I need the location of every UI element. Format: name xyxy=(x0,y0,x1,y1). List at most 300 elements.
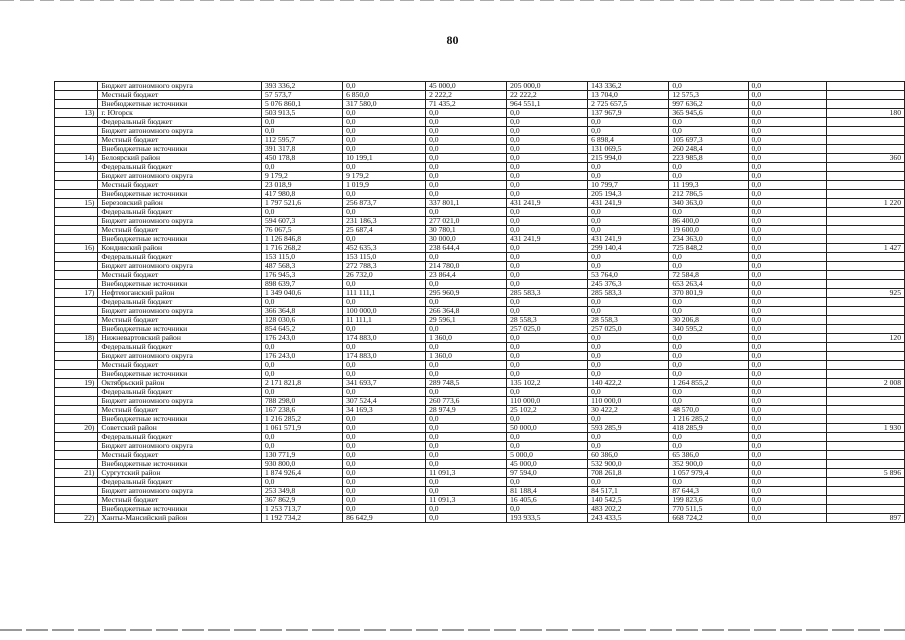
cell-y2014: 593 285,9 xyxy=(588,424,669,433)
cell-total: 788 298,0 xyxy=(261,397,342,406)
cell-y2011: 0,0 xyxy=(343,127,426,136)
cell-extra xyxy=(827,451,905,460)
table-row xyxy=(55,208,905,217)
cell-y2013: 45 000,0 xyxy=(507,460,588,469)
cell-name: Местный бюджет xyxy=(98,361,262,370)
cell-y2011: 34 169,3 xyxy=(343,406,426,415)
cell-y2013: 81 188,4 xyxy=(507,487,588,496)
cell-y2013: 110 000,0 xyxy=(507,397,588,406)
cell-total: 1 349 040,6 xyxy=(261,289,342,298)
table-row xyxy=(55,379,905,388)
cell-name: Кондинский район xyxy=(98,244,262,253)
cell-name: Местный бюджет xyxy=(98,136,262,145)
cell-no: 15) xyxy=(55,199,98,208)
cell-y2015: 48 570,0 xyxy=(669,406,748,415)
cell-extra xyxy=(827,82,905,91)
cell-y2014: 0,0 xyxy=(588,226,669,235)
cell-y2012: 0,0 xyxy=(426,172,507,181)
cell-no: 20) xyxy=(55,424,98,433)
cell-extra: 2 008 xyxy=(827,379,905,388)
cell-y2015: 0,0 xyxy=(669,388,748,397)
cell-y2016: 0,0 xyxy=(748,163,827,172)
cell-no xyxy=(55,190,98,199)
table-row xyxy=(55,388,905,397)
cell-y2013: 0,0 xyxy=(507,307,588,316)
cell-name: Федеральный бюджет xyxy=(98,163,262,172)
cell-extra xyxy=(827,181,905,190)
cell-y2011: 26 732,0 xyxy=(343,271,426,280)
cell-y2013: 0,0 xyxy=(507,163,588,172)
cell-y2016: 0,0 xyxy=(748,91,827,100)
cell-y2011: 174 883,0 xyxy=(343,352,426,361)
cell-y2011: 231 186,3 xyxy=(343,217,426,226)
cell-y2013: 0,0 xyxy=(507,334,588,343)
table-row xyxy=(55,406,905,415)
cell-total: 1 061 571,9 xyxy=(261,424,342,433)
cell-y2014: 60 386,0 xyxy=(588,451,669,460)
table-row xyxy=(55,415,905,424)
cell-y2012: 0,0 xyxy=(426,127,507,136)
cell-y2016: 0,0 xyxy=(748,100,827,109)
cell-y2012: 0,0 xyxy=(426,163,507,172)
cell-total: 112 595,7 xyxy=(261,136,342,145)
cell-extra xyxy=(827,136,905,145)
cell-y2013: 16 405,6 xyxy=(507,496,588,505)
cell-y2013: 0,0 xyxy=(507,361,588,370)
cell-total: 1 192 734,2 xyxy=(261,514,342,523)
cell-no xyxy=(55,217,98,226)
cell-y2012: 0,0 xyxy=(426,487,507,496)
cell-name: Внебюджетные источники xyxy=(98,100,262,109)
cell-y2011: 0,0 xyxy=(343,298,426,307)
cell-extra xyxy=(827,487,905,496)
cell-extra: 360 xyxy=(827,154,905,163)
table-row xyxy=(55,244,905,253)
cell-extra xyxy=(827,280,905,289)
cell-extra xyxy=(827,118,905,127)
cell-y2016: 0,0 xyxy=(748,298,827,307)
cell-y2016: 0,0 xyxy=(748,181,827,190)
cell-y2014: 0,0 xyxy=(588,163,669,172)
table-row xyxy=(55,136,905,145)
cell-y2014: 0,0 xyxy=(588,352,669,361)
cell-y2014: 140 422,2 xyxy=(588,379,669,388)
cell-y2016: 0,0 xyxy=(748,379,827,388)
cell-name: Местный бюджет xyxy=(98,316,262,325)
cell-y2016: 0,0 xyxy=(748,253,827,262)
cell-no xyxy=(55,280,98,289)
cell-y2014: 0,0 xyxy=(588,307,669,316)
cell-y2014: 257 025,0 xyxy=(588,325,669,334)
cell-y2013: 0,0 xyxy=(507,217,588,226)
cell-name: Внебюджетные источники xyxy=(98,325,262,334)
cell-no xyxy=(55,496,98,505)
cell-total: 0,0 xyxy=(261,361,342,370)
cell-extra xyxy=(827,397,905,406)
cell-no: 18) xyxy=(55,334,98,343)
cell-extra: 897 xyxy=(827,514,905,523)
cell-y2015: 0,0 xyxy=(669,334,748,343)
cell-y2013: 0,0 xyxy=(507,154,588,163)
cell-y2013: 0,0 xyxy=(507,118,588,127)
cell-no xyxy=(55,433,98,442)
cell-extra: 1 930 xyxy=(827,424,905,433)
table-row xyxy=(55,289,905,298)
cell-extra xyxy=(827,163,905,172)
cell-extra: 180 xyxy=(827,109,905,118)
cell-total: 1 797 521,6 xyxy=(261,199,342,208)
cell-y2013: 50 000,0 xyxy=(507,424,588,433)
cell-y2011: 0,0 xyxy=(343,190,426,199)
cell-y2011: 0,0 xyxy=(343,325,426,334)
table-row xyxy=(55,82,905,91)
cell-y2012: 295 960,9 xyxy=(426,289,507,298)
cell-y2015: 0,0 xyxy=(669,343,748,352)
cell-y2013: 0,0 xyxy=(507,190,588,199)
cell-name: Местный бюджет xyxy=(98,451,262,460)
table-row xyxy=(55,154,905,163)
cell-y2013: 0,0 xyxy=(507,280,588,289)
cell-y2011: 0,0 xyxy=(343,82,426,91)
table-row xyxy=(55,487,905,496)
cell-y2015: 340 595,2 xyxy=(669,325,748,334)
cell-y2014: 0,0 xyxy=(588,334,669,343)
cell-y2013: 0,0 xyxy=(507,172,588,181)
cell-y2015: 0,0 xyxy=(669,397,748,406)
cell-y2015: 0,0 xyxy=(669,82,748,91)
cell-y2014: 431 241,9 xyxy=(588,235,669,244)
cell-y2015: 0,0 xyxy=(669,208,748,217)
cell-total: 0,0 xyxy=(261,127,342,136)
table-row xyxy=(55,271,905,280)
cell-y2014: 0,0 xyxy=(588,361,669,370)
cell-name: Федеральный бюджет xyxy=(98,208,262,217)
cell-total: 1 126 846,8 xyxy=(261,235,342,244)
table-row xyxy=(55,118,905,127)
table-row xyxy=(55,190,905,199)
cell-y2014: 28 558,3 xyxy=(588,316,669,325)
cell-y2014: 431 241,9 xyxy=(588,199,669,208)
cell-total: 0,0 xyxy=(261,478,342,487)
cell-extra xyxy=(827,361,905,370)
cell-y2016: 0,0 xyxy=(748,406,827,415)
cell-y2015: 0,0 xyxy=(669,118,748,127)
cell-y2011: 0,0 xyxy=(343,496,426,505)
cell-name: Федеральный бюджет xyxy=(98,433,262,442)
cell-y2014: 708 261,8 xyxy=(588,469,669,478)
cell-y2011: 25 687,4 xyxy=(343,226,426,235)
cell-y2011: 0,0 xyxy=(343,415,426,424)
cell-y2015: 11 199,3 xyxy=(669,181,748,190)
cell-y2014: 0,0 xyxy=(588,262,669,271)
cell-y2014: 243 433,5 xyxy=(588,514,669,523)
cell-y2011: 0,0 xyxy=(343,361,426,370)
cell-y2013: 5 000,0 xyxy=(507,451,588,460)
cell-y2013: 97 594,0 xyxy=(507,469,588,478)
cell-y2013: 0,0 xyxy=(507,271,588,280)
cell-y2014: 30 422,2 xyxy=(588,406,669,415)
cell-y2015: 212 786,5 xyxy=(669,190,748,199)
cell-y2011: 0,0 xyxy=(343,235,426,244)
cell-y2014: 0,0 xyxy=(588,343,669,352)
cell-name: Бюджет автономного округа xyxy=(98,172,262,181)
budget-table xyxy=(54,81,905,523)
cell-extra xyxy=(827,127,905,136)
table-row xyxy=(55,442,905,451)
cell-y2015: 0,0 xyxy=(669,352,748,361)
cell-name: Внебюджетные источники xyxy=(98,190,262,199)
cell-y2016: 0,0 xyxy=(748,505,827,514)
cell-name: Местный бюджет xyxy=(98,496,262,505)
cell-y2015: 418 285,9 xyxy=(669,424,748,433)
cell-y2012: 45 000,0 xyxy=(426,82,507,91)
cell-y2012: 0,0 xyxy=(426,478,507,487)
cell-y2014: 215 994,0 xyxy=(588,154,669,163)
cell-name: Березовский район xyxy=(98,199,262,208)
cell-name: Внебюджетные источники xyxy=(98,370,262,379)
cell-extra: 1 427 xyxy=(827,244,905,253)
cell-name: Федеральный бюджет xyxy=(98,388,262,397)
cell-name: Внебюджетные источники xyxy=(98,235,262,244)
table-body xyxy=(55,82,905,523)
cell-no xyxy=(55,406,98,415)
cell-y2012: 0,0 xyxy=(426,343,507,352)
cell-y2015: 12 575,3 xyxy=(669,91,748,100)
cell-y2011: 317 580,0 xyxy=(343,100,426,109)
table-row xyxy=(55,262,905,271)
cell-y2013: 0,0 xyxy=(507,127,588,136)
cell-total: 1 716 268,2 xyxy=(261,244,342,253)
table-row xyxy=(55,325,905,334)
cell-y2016: 0,0 xyxy=(748,496,827,505)
cell-y2016: 0,0 xyxy=(748,190,827,199)
cell-y2012: 0,0 xyxy=(426,442,507,451)
cell-extra xyxy=(827,442,905,451)
table-row xyxy=(55,433,905,442)
cell-y2016: 0,0 xyxy=(748,442,827,451)
cell-y2011: 153 115,0 xyxy=(343,253,426,262)
cell-y2012: 266 364,8 xyxy=(426,307,507,316)
cell-no xyxy=(55,361,98,370)
cell-total: 0,0 xyxy=(261,118,342,127)
cell-y2016: 0,0 xyxy=(748,370,827,379)
cell-total: 5 076 860,1 xyxy=(261,100,342,109)
cell-total: 450 178,8 xyxy=(261,154,342,163)
cell-y2012: 289 748,5 xyxy=(426,379,507,388)
cell-y2013: 0,0 xyxy=(507,145,588,154)
table-row xyxy=(55,397,905,406)
table-row xyxy=(55,100,905,109)
cell-y2012: 0,0 xyxy=(426,208,507,217)
cell-y2015: 86 400,0 xyxy=(669,217,748,226)
cell-y2013: 205 000,0 xyxy=(507,82,588,91)
cell-total: 1 253 713,7 xyxy=(261,505,342,514)
cell-total: 0,0 xyxy=(261,163,342,172)
cell-y2013: 0,0 xyxy=(507,253,588,262)
cell-name: Местный бюджет xyxy=(98,226,262,235)
cell-y2012: 0,0 xyxy=(426,118,507,127)
cell-y2013: 0,0 xyxy=(507,208,588,217)
cell-y2011: 0,0 xyxy=(343,208,426,217)
cell-total: 0,0 xyxy=(261,370,342,379)
cell-y2016: 0,0 xyxy=(748,145,827,154)
cell-name: Внебюджетные источники xyxy=(98,280,262,289)
cell-y2015: 0,0 xyxy=(669,307,748,316)
cell-y2014: 0,0 xyxy=(588,388,669,397)
cell-y2011: 0,0 xyxy=(343,370,426,379)
cell-total: 0,0 xyxy=(261,208,342,217)
cell-no xyxy=(55,163,98,172)
cell-y2012: 0,0 xyxy=(426,109,507,118)
cell-y2016: 0,0 xyxy=(748,127,827,136)
cell-y2015: 0,0 xyxy=(669,163,748,172)
cell-name: Федеральный бюджет xyxy=(98,298,262,307)
cell-y2013: 964 551,1 xyxy=(507,100,588,109)
cell-y2012: 11 091,3 xyxy=(426,469,507,478)
cell-y2016: 0,0 xyxy=(748,244,827,253)
cell-y2015: 725 848,2 xyxy=(669,244,748,253)
cell-y2011: 0,0 xyxy=(343,118,426,127)
cell-y2016: 0,0 xyxy=(748,478,827,487)
cell-y2014: 110 000,0 xyxy=(588,397,669,406)
cell-y2013: 257 025,0 xyxy=(507,325,588,334)
cell-y2016: 0,0 xyxy=(748,172,827,181)
cell-y2011: 0,0 xyxy=(343,388,426,397)
cell-name: Бюджет автономного округа xyxy=(98,397,262,406)
cell-y2011: 0,0 xyxy=(343,145,426,154)
table-row xyxy=(55,505,905,514)
cell-no xyxy=(55,505,98,514)
cell-y2014: 0,0 xyxy=(588,478,669,487)
cell-no xyxy=(55,478,98,487)
cell-name: Сургутский район xyxy=(98,469,262,478)
cell-y2016: 0,0 xyxy=(748,316,827,325)
cell-total: 0,0 xyxy=(261,298,342,307)
cell-y2013: 0,0 xyxy=(507,433,588,442)
cell-total: 898 639,7 xyxy=(261,280,342,289)
cell-y2016: 0,0 xyxy=(748,361,827,370)
cell-y2011: 0,0 xyxy=(343,442,426,451)
cell-name: Бюджет автономного округа xyxy=(98,487,262,496)
cell-y2013: 0,0 xyxy=(507,442,588,451)
cell-y2016: 0,0 xyxy=(748,226,827,235)
cell-y2011: 452 635,3 xyxy=(343,244,426,253)
cell-y2013: 0,0 xyxy=(507,136,588,145)
cell-name: Местный бюджет xyxy=(98,181,262,190)
table-row xyxy=(55,217,905,226)
table-row xyxy=(55,109,905,118)
cell-total: 1 216 285,2 xyxy=(261,415,342,424)
cell-y2012: 0,0 xyxy=(426,415,507,424)
cell-extra xyxy=(827,505,905,514)
cell-no xyxy=(55,352,98,361)
cell-y2016: 0,0 xyxy=(748,415,827,424)
cell-y2016: 0,0 xyxy=(748,136,827,145)
table-row xyxy=(55,199,905,208)
cell-total: 153 115,0 xyxy=(261,253,342,262)
cell-name: Бюджет автономного округа xyxy=(98,262,262,271)
cell-y2016: 0,0 xyxy=(748,397,827,406)
cell-extra xyxy=(827,325,905,334)
cell-y2014: 0,0 xyxy=(588,298,669,307)
cell-y2012: 1 360,0 xyxy=(426,334,507,343)
cell-y2011: 256 873,7 xyxy=(343,199,426,208)
table-row xyxy=(55,496,905,505)
cell-y2014: 10 799,7 xyxy=(588,181,669,190)
cell-no xyxy=(55,325,98,334)
table-row xyxy=(55,352,905,361)
cell-extra xyxy=(827,262,905,271)
table-row xyxy=(55,181,905,190)
cell-no xyxy=(55,307,98,316)
cell-y2012: 0,0 xyxy=(426,514,507,523)
cell-total: 0,0 xyxy=(261,343,342,352)
cell-extra xyxy=(827,91,905,100)
cell-name: Местный бюджет xyxy=(98,91,262,100)
cell-y2011: 341 693,7 xyxy=(343,379,426,388)
cell-total: 57 573,7 xyxy=(261,91,342,100)
table-row xyxy=(55,334,905,343)
cell-y2011: 1 019,9 xyxy=(343,181,426,190)
cell-y2012: 0,0 xyxy=(426,370,507,379)
cell-y2011: 0,0 xyxy=(343,469,426,478)
cell-no: 16) xyxy=(55,244,98,253)
cell-extra xyxy=(827,253,905,262)
cell-y2014: 532 900,0 xyxy=(588,460,669,469)
cell-total: 366 364,8 xyxy=(261,307,342,316)
cell-y2014: 0,0 xyxy=(588,127,669,136)
cell-y2013: 285 583,3 xyxy=(507,289,588,298)
cell-y2013: 193 933,5 xyxy=(507,514,588,523)
table-row xyxy=(55,226,905,235)
cell-y2014: 53 764,0 xyxy=(588,271,669,280)
cell-y2016: 0,0 xyxy=(748,118,827,127)
cell-y2011: 0,0 xyxy=(343,451,426,460)
cell-extra xyxy=(827,352,905,361)
cell-y2016: 0,0 xyxy=(748,307,827,316)
cell-y2011: 174 883,0 xyxy=(343,334,426,343)
cell-y2012: 30 780,1 xyxy=(426,226,507,235)
cell-no: 21) xyxy=(55,469,98,478)
cell-y2014: 140 542,5 xyxy=(588,496,669,505)
cell-y2015: 0,0 xyxy=(669,253,748,262)
cell-y2014: 131 069,5 xyxy=(588,145,669,154)
cell-y2013: 135 102,2 xyxy=(507,379,588,388)
cell-total: 391 317,8 xyxy=(261,145,342,154)
cell-y2015: 223 985,8 xyxy=(669,154,748,163)
cell-no: 19) xyxy=(55,379,98,388)
cell-y2015: 199 823,6 xyxy=(669,496,748,505)
cell-y2012: 337 801,1 xyxy=(426,199,507,208)
cell-y2015: 30 206,8 xyxy=(669,316,748,325)
cell-extra xyxy=(827,235,905,244)
cell-y2015: 0,0 xyxy=(669,361,748,370)
cell-y2016: 0,0 xyxy=(748,109,827,118)
cell-y2012: 11 091,3 xyxy=(426,496,507,505)
cell-extra xyxy=(827,100,905,109)
cell-name: Бюджет автономного округа xyxy=(98,217,262,226)
cell-y2013: 431 241,9 xyxy=(507,199,588,208)
cell-total: 253 349,8 xyxy=(261,487,342,496)
cell-name: Бюджет автономного округа xyxy=(98,127,262,136)
cell-y2013: 0,0 xyxy=(507,262,588,271)
cell-y2014: 0,0 xyxy=(588,442,669,451)
cell-y2011: 0,0 xyxy=(343,505,426,514)
cell-no xyxy=(55,487,98,496)
cell-y2016: 0,0 xyxy=(748,208,827,217)
cell-y2015: 19 600,0 xyxy=(669,226,748,235)
cell-y2014: 0,0 xyxy=(588,217,669,226)
